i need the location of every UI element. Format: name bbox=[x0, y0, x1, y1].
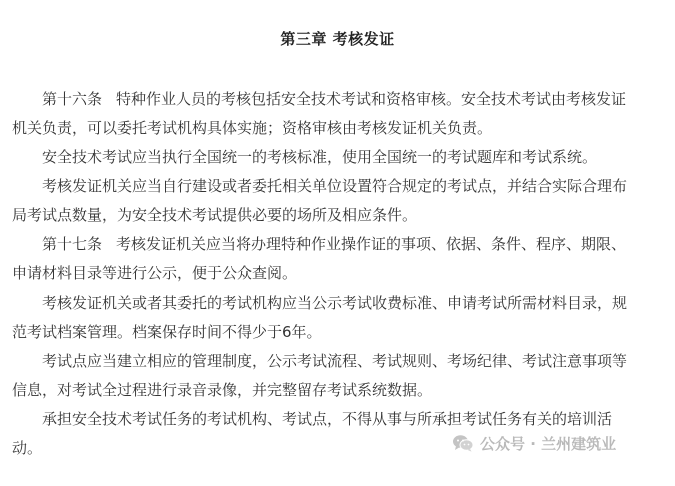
line-text: 特种作业人员的考核包括安全技术考试和资格审核。安全技术考试由考核发证 bbox=[116, 90, 627, 108]
text-line: 考试点应当建立相应的管理制度，公示考试流程、考试规则、考场纪律、考试注意事项等 bbox=[42, 352, 628, 370]
text-line: 局考试点数量，为安全技术考试提供必要的场所及相应条件。 bbox=[12, 206, 418, 224]
text-line bbox=[12, 230, 668, 259]
text-line: 考核发证机关应当自行建设或者委托相关单位设置符合规定的考试点，并结合实际合理布 bbox=[42, 177, 628, 195]
text-line: 信息，对考试全过程进行录音录像，并完整留存考试系统数据。 bbox=[12, 381, 433, 399]
paragraph bbox=[12, 347, 668, 405]
paragraph bbox=[12, 289, 668, 347]
line-text: 考核发证机关应当将办理特种作业操作证的事项、依据、条件、程序、期限、 bbox=[116, 235, 627, 253]
text-line: 机关负责，可以委托考试机构具体实施；资格审核由考核发证机关负责。 bbox=[12, 119, 493, 137]
paragraph bbox=[12, 143, 668, 172]
text-line: 考核发证机关或者其委托的考试机构应当公示考试收费标准、申请考试所需材料目录，规 bbox=[42, 294, 628, 312]
paragraph bbox=[12, 172, 668, 230]
article-number: 第十七条 bbox=[42, 235, 103, 253]
paragraph-article-16 bbox=[12, 85, 668, 143]
text-line bbox=[12, 85, 668, 114]
watermark-text: 公众号 · 兰州建筑业 bbox=[480, 434, 617, 453]
text-line: 承担安全技术考试任务的考试机构、考试点，不得从事与所承担考试任务有关的培训活 bbox=[42, 410, 613, 428]
wechat-icon bbox=[452, 434, 474, 452]
text-line: 安全技术考试应当执行全国统一的考核标准，使用全国统一的考试题库和考试系统。 bbox=[42, 148, 598, 166]
article-number: 第十六条 bbox=[42, 90, 103, 108]
text-line: 申请材料目录等进行公示，便于公众查阅。 bbox=[12, 264, 298, 282]
chapter-title: 第三章 考核发证 bbox=[280, 30, 395, 48]
paragraph-article-17 bbox=[12, 230, 668, 288]
text-line: 范考试档案管理。档案保存时间不得少于6年。 bbox=[12, 323, 322, 341]
watermark bbox=[452, 430, 616, 456]
text-line: 动。 bbox=[12, 439, 43, 457]
